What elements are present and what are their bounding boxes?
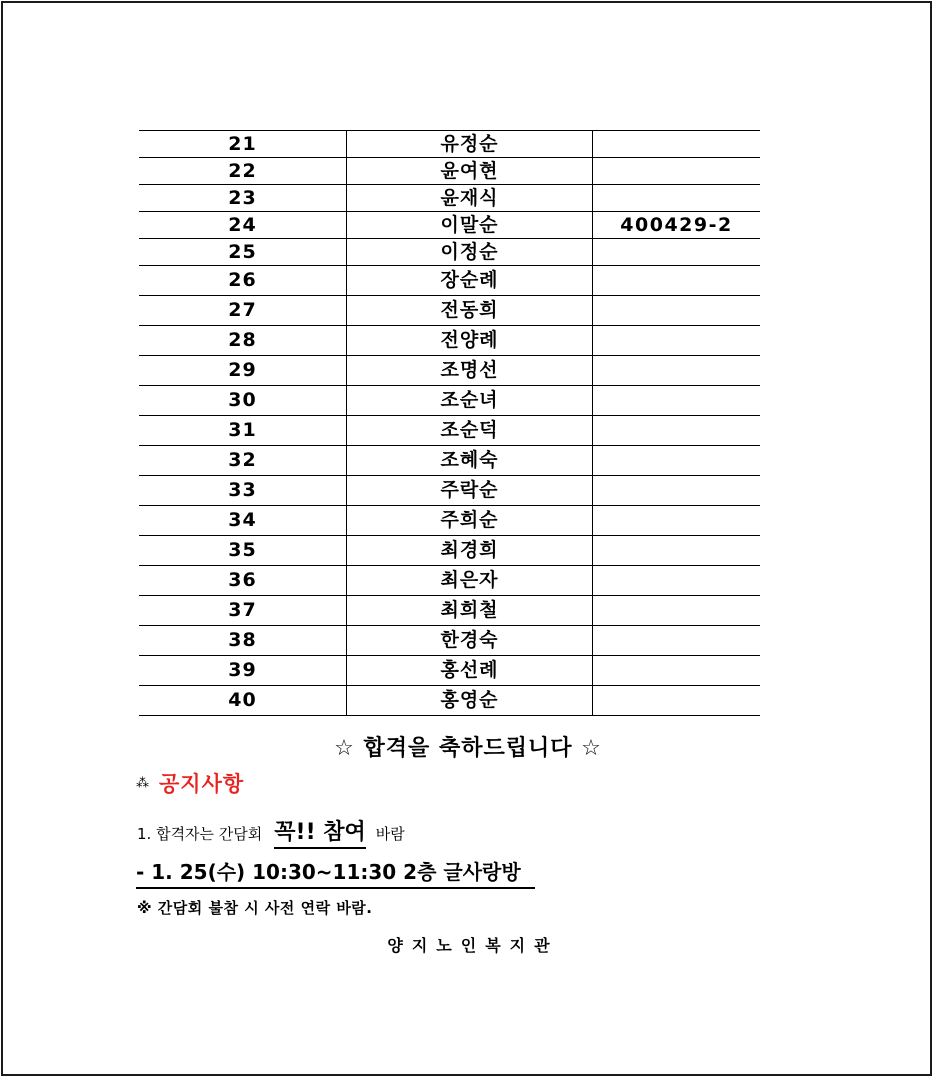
- roster-row: [139, 596, 760, 626]
- roster-number-cell: 23: [139, 185, 347, 212]
- roster-name-cell: 한경숙: [347, 626, 593, 656]
- roster-id-cell: 400429-2: [593, 212, 761, 239]
- roster-name-cell: 유정순: [347, 131, 593, 158]
- roster-id-cell: [593, 656, 761, 686]
- roster-number-cell: 40: [139, 686, 347, 716]
- roster-number-cell: 38: [139, 626, 347, 656]
- roster-row: [139, 326, 760, 356]
- roster-number-cell: 29: [139, 356, 347, 386]
- roster-row: [139, 266, 760, 296]
- roster-id-cell: [593, 626, 761, 656]
- notice-title: 공지사항: [159, 772, 245, 796]
- roster-row: [139, 506, 760, 536]
- roster-row: [139, 656, 760, 686]
- roster-name-cell: 전양례: [347, 326, 593, 356]
- roster-number-cell: 35: [139, 536, 347, 566]
- roster-number-cell: 31: [139, 416, 347, 446]
- roster-id-cell: [593, 446, 761, 476]
- roster-number-cell: 39: [139, 656, 347, 686]
- roster-name-cell: 조혜숙: [347, 446, 593, 476]
- roster-name-cell: 장순례: [347, 266, 593, 296]
- roster-name-cell: 주락순: [347, 476, 593, 506]
- roster-id-cell: [593, 386, 761, 416]
- roster-id-cell: [593, 131, 761, 158]
- roster-row: [139, 131, 760, 158]
- roster-number-cell: 25: [139, 239, 347, 266]
- roster-number-cell: 37: [139, 596, 347, 626]
- roster-id-cell: [593, 326, 761, 356]
- roster-row: [139, 185, 760, 212]
- roster-row: [139, 686, 760, 716]
- roster-row: [139, 212, 760, 239]
- roster-number-cell: 32: [139, 446, 347, 476]
- notice-item-1: [137, 815, 405, 849]
- congratulations-message: ☆ 합격을 축하드립니다 ☆: [334, 736, 602, 761]
- roster-number-cell: 30: [139, 386, 347, 416]
- roster-name-cell: 조명선: [347, 356, 593, 386]
- roster-name-cell: 윤재식: [347, 185, 593, 212]
- roster-id-cell: [593, 476, 761, 506]
- roster-row: [139, 536, 760, 566]
- roster-row: [139, 239, 760, 266]
- roster-id-cell: [593, 158, 761, 185]
- roster-number-cell: 27: [139, 296, 347, 326]
- roster-name-cell: 홍영순: [347, 686, 593, 716]
- roster-number-cell: 22: [139, 158, 347, 185]
- roster-id-cell: [593, 296, 761, 326]
- asterism-icon: ⁂: [136, 775, 147, 791]
- notice-item-1-emphasis: 꼭!! 참여: [274, 815, 365, 849]
- notice-item-1-prefix: 1. 합격자는 간담회: [137, 825, 263, 843]
- roster-id-cell: [593, 239, 761, 266]
- roster-number-cell: 21: [139, 131, 347, 158]
- roster-id-cell: [593, 536, 761, 566]
- roster-row: [139, 158, 760, 185]
- roster-id-cell: [593, 686, 761, 716]
- roster-name-cell: 이말순: [347, 212, 593, 239]
- roster-name-cell: 최은자: [347, 566, 593, 596]
- roster-id-cell: [593, 356, 761, 386]
- roster-number-cell: 33: [139, 476, 347, 506]
- roster-name-cell: 주희순: [347, 506, 593, 536]
- roster-name-cell: 이정순: [347, 239, 593, 266]
- meeting-schedule: - 1. 25(수) 10:30~11:30 2층 글사랑방: [136, 856, 535, 889]
- roster-row: [139, 446, 760, 476]
- roster-name-cell: 최희철: [347, 596, 593, 626]
- roster-number-cell: 24: [139, 212, 347, 239]
- roster-id-cell: [593, 185, 761, 212]
- roster-body: [139, 131, 760, 716]
- roster-row: [139, 386, 760, 416]
- roster-table: [139, 130, 760, 716]
- roster-name-cell: 윤여현: [347, 158, 593, 185]
- roster-row: [139, 416, 760, 446]
- roster-name-cell: 조순녀: [347, 386, 593, 416]
- roster-id-cell: [593, 506, 761, 536]
- roster-number-cell: 36: [139, 566, 347, 596]
- roster-id-cell: [593, 416, 761, 446]
- roster-row: [139, 476, 760, 506]
- roster-number-cell: 28: [139, 326, 347, 356]
- roster-row: [139, 626, 760, 656]
- roster-row: [139, 356, 760, 386]
- notice-heading: [136, 768, 244, 798]
- notice-item-1-suffix: 바람: [375, 825, 405, 843]
- roster-row: [139, 296, 760, 326]
- roster-name-cell: 전동희: [347, 296, 593, 326]
- organization-signature: 양지노인복지관: [387, 936, 559, 955]
- absence-notice: ※ 간담회 불참 시 사전 연락 바람.: [137, 899, 373, 917]
- roster-name-cell: 조순덕: [347, 416, 593, 446]
- roster-name-cell: 최경희: [347, 536, 593, 566]
- roster-id-cell: [593, 266, 761, 296]
- roster-name-cell: 홍선례: [347, 656, 593, 686]
- roster-number-cell: 26: [139, 266, 347, 296]
- roster-id-cell: [593, 596, 761, 626]
- roster-id-cell: [593, 566, 761, 596]
- roster-number-cell: 34: [139, 506, 347, 536]
- roster-row: [139, 566, 760, 596]
